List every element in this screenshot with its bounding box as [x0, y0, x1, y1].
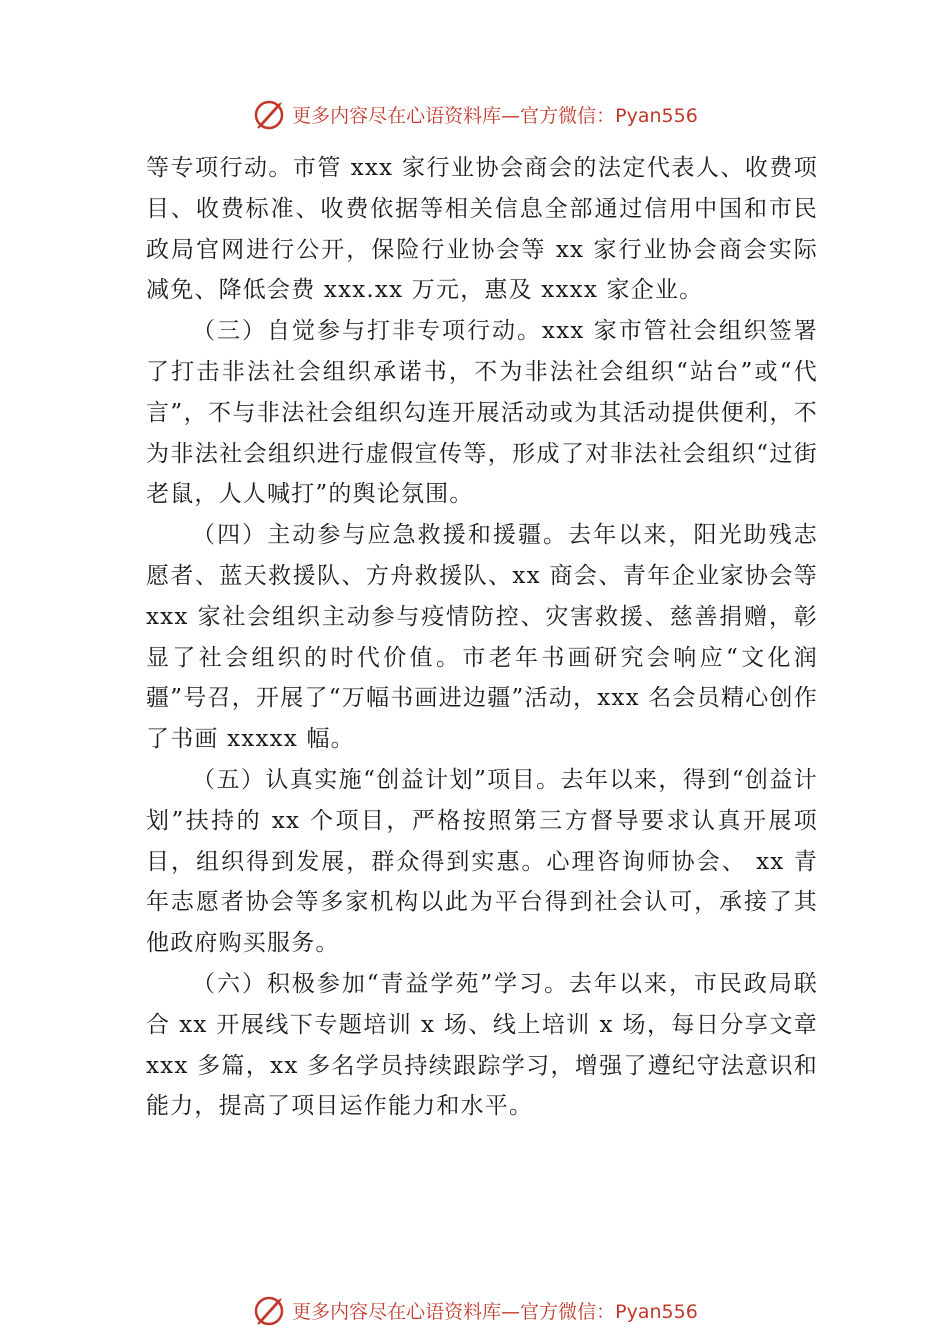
- paragraph-section-3: （三）自觉参与打非专项行动。xxx 家市管社会组织签署了打击非法社会组织承诺书，不为非法社会组织“站台”或“代言”，不与非法社会组织勾连开展活动或为其活动提供便利，不为非法社会组织进行虚假宣传等，形成了对非法社会组织“过街老鼠，人人喊打”的舆论氛围。: [146, 318, 818, 508]
- paragraph-continuation: 等专项行动。市管 xxx 家行业协会商会的法定代表人、收费项目、收费标准、收费依据等相关信息全部通过信用中国和市民政局官网进行公开，保险行业协会等 xx 家行业协会商会实际减免、降低会费 xxx.xx 万元，惠及 xxxx 家企业。: [146, 155, 818, 304]
- paragraph-section-5: （五）认真实施“创益计划”项目。去年以来，得到“创益计划”扶持的 xx 个项目，严格按照第三方督导要求认真开展项目，组织得到发展，群众得到实惠。心理咨询师协会、 xx 青年志愿者协会等多家机构以此为平台得到社会认可，承接了其他政府购买服务。: [146, 766, 818, 957]
- header-watermark-text: 更多内容尽在心语资料库—官方微信：Pyan556: [292, 104, 698, 127]
- document-body: [146, 148, 818, 1127]
- paragraph-section-4: （四）主动参与应急救援和援疆。去年以来，阳光助残志愿者、蓝天救援队、方舟救援队、xx 商会、青年企业家协会等 xxx 家社会组织主动参与疫情防控、灾害救援、慈善捐赠，彰显了社会组织的时代价值。市老年书画研究会响应“文化润疆”号召，开展了“万幅书画进边疆”活动，xxx 名会员精心创作了书画 xxxxx 幅。: [146, 522, 818, 753]
- pen-logo-icon: [252, 96, 288, 132]
- footer-watermark-text: 更多内容尽在心语资料库—官方微信：Pyan556: [292, 1300, 698, 1323]
- footer-watermark: [0, 1290, 950, 1330]
- paragraph-section-6: （六）积极参加“青益学苑”学习。去年以来，市民政局联合 xx 开展线下专题培训 x 场、线上培训 x 场，每日分享文章 xxx 多篇，xx 多名学员持续跟踪学习，增强了遵纪守法意识和能力，提高了项目运作能力和水平。: [146, 970, 818, 1120]
- header-watermark: [0, 94, 950, 134]
- pen-logo-icon: [252, 1292, 288, 1328]
